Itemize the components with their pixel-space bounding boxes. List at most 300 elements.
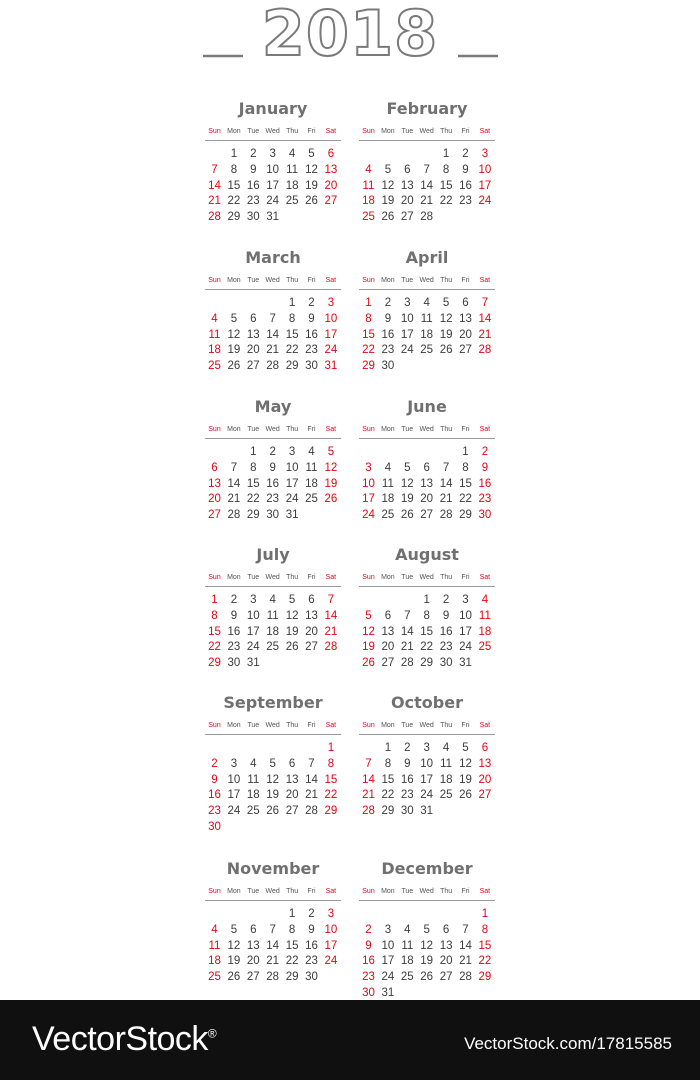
day-cell: 14: [266, 939, 280, 952]
day-cell: 24: [266, 195, 280, 208]
weekday-label: Tue: [247, 574, 260, 581]
day-cell: 9: [442, 609, 450, 622]
day-cell: 4: [308, 446, 315, 458]
day-cell: 2: [404, 742, 411, 754]
day-cell: 5: [384, 163, 392, 176]
day-cell: 1: [365, 297, 372, 309]
day-cell: 28: [420, 211, 434, 224]
day-cell: 5: [462, 742, 469, 754]
day-cell: 24: [285, 493, 299, 506]
day-cell: 29: [285, 360, 299, 373]
weekday-label: Mon: [227, 128, 241, 135]
day-cell: 1: [211, 594, 218, 606]
day-cell: 7: [423, 163, 430, 176]
day-cell: 9: [365, 939, 372, 952]
day-cell: 11: [401, 939, 414, 952]
day-cell: 26: [227, 360, 241, 373]
day-cell: 18: [305, 477, 318, 490]
day-cell: 10: [246, 609, 260, 622]
day-cell: 27: [400, 211, 414, 224]
day-cell: 4: [211, 312, 218, 325]
day-cell: 23: [208, 805, 221, 818]
day-cell: 8: [288, 923, 296, 936]
day-cell: 26: [420, 971, 434, 984]
day-cell: 30: [305, 971, 318, 984]
day-cell: 17: [381, 955, 395, 968]
day-cell: 13: [305, 609, 318, 622]
day-cell: 2: [442, 594, 450, 606]
day-cell: 11: [420, 312, 433, 325]
day-cell: 27: [459, 344, 472, 357]
day-cell: 14: [227, 477, 241, 490]
day-cell: 16: [381, 328, 395, 341]
day-cell: 24: [420, 789, 434, 802]
day-cell: 19: [459, 773, 472, 786]
day-cell: 1: [384, 742, 392, 754]
weekday-label: Wed: [265, 426, 280, 433]
day-cell: 8: [384, 757, 392, 770]
day-cell: 2: [481, 446, 489, 458]
weekday-label: Wed: [265, 277, 280, 284]
weekday-label: Thu: [286, 277, 299, 284]
day-cell: 30: [208, 821, 221, 833]
day-cell: 23: [305, 344, 318, 357]
day-cell: 22: [381, 789, 395, 802]
day-cell: 24: [478, 195, 492, 208]
day-cell: 16: [459, 179, 472, 192]
day-cell: 30: [381, 360, 395, 373]
weekday-label: Sat: [479, 888, 491, 895]
day-cell: 8: [250, 461, 257, 474]
day-cell: 24: [400, 344, 414, 357]
day-cell: 19: [266, 789, 280, 802]
day-cell: 14: [459, 939, 472, 952]
day-cell: 6: [462, 297, 469, 309]
day-cell: 19: [227, 344, 241, 357]
month-name: December: [381, 859, 473, 878]
day-cell: 4: [250, 757, 257, 770]
day-cell: 8: [288, 312, 296, 325]
day-cell: 19: [227, 955, 241, 968]
day-cell: 15: [478, 939, 492, 952]
day-cell: 7: [269, 923, 276, 936]
day-cell: 16: [439, 625, 453, 638]
day-cell: 30: [266, 509, 280, 522]
day-cell: 5: [442, 297, 450, 309]
month-name: January: [238, 99, 308, 118]
day-cell: 31: [246, 657, 260, 670]
day-cell: 2: [308, 908, 315, 920]
day-cell: 5: [308, 148, 315, 160]
day-cell: 28: [227, 509, 241, 522]
month-november: [205, 858, 341, 998]
day-cell: 15: [227, 179, 241, 192]
day-cell: 26: [266, 805, 280, 818]
day-cell: 27: [285, 805, 299, 818]
header-divider: [359, 586, 495, 587]
header-divider: [359, 900, 495, 901]
weekday-label: Fri: [461, 574, 470, 581]
day-cell: 31: [324, 360, 338, 373]
day-cell: 18: [362, 195, 375, 208]
day-cell: 28: [459, 971, 472, 984]
weekday-label: Sat: [479, 128, 491, 135]
day-cell: 9: [308, 923, 315, 936]
day-cell: 13: [420, 477, 434, 490]
day-cell: 9: [211, 773, 218, 786]
day-cell: 25: [208, 360, 221, 373]
day-cell: 22: [459, 493, 472, 506]
weekday-label: Tue: [247, 426, 260, 433]
weekday-label: Thu: [286, 722, 299, 729]
day-cell: 28: [439, 509, 453, 522]
day-cell: 5: [327, 446, 335, 458]
month-name: March: [245, 248, 301, 267]
day-cell: 22: [246, 493, 260, 506]
month-name: August: [395, 545, 459, 564]
day-cell: 19: [400, 493, 414, 506]
day-cell: 4: [404, 923, 411, 936]
month-december: [359, 858, 495, 998]
image-id: VectorStock.com/17815585: [464, 1034, 672, 1053]
day-cell: 15: [362, 328, 375, 341]
weekday-label: Wed: [419, 426, 434, 433]
day-cell: 13: [381, 625, 395, 638]
day-cell: 13: [246, 328, 260, 341]
day-cell: 29: [227, 211, 241, 224]
day-cell: 3: [404, 297, 411, 309]
day-cell: 17: [285, 477, 299, 490]
day-cell: 9: [250, 163, 257, 176]
day-cell: 20: [246, 955, 260, 968]
weekday-label: Sun: [208, 128, 221, 135]
weekday-label: Sun: [362, 277, 375, 284]
day-cell: 4: [481, 594, 489, 606]
day-cell: 22: [285, 344, 299, 357]
day-cell: 12: [227, 939, 241, 952]
weekday-label: Sun: [362, 574, 375, 581]
day-cell: 7: [327, 594, 335, 606]
weekday-label: Thu: [440, 277, 453, 284]
day-cell: 3: [423, 742, 430, 754]
weekday-label: Sat: [479, 426, 491, 433]
weekday-label: Thu: [440, 888, 453, 895]
weekday-label: Sat: [479, 722, 491, 729]
day-cell: 4: [423, 297, 430, 309]
day-cell: 26: [227, 971, 241, 984]
day-cell: 11: [208, 939, 221, 952]
day-cell: 29: [381, 805, 395, 818]
day-cell: 13: [400, 179, 414, 192]
weekday-label: Fri: [461, 888, 470, 895]
weekday-label: Fri: [461, 722, 470, 729]
day-cell: 9: [308, 312, 315, 325]
day-cell: 10: [285, 461, 299, 474]
day-cell: 28: [266, 971, 280, 984]
day-cell: 7: [442, 461, 450, 474]
month-name: October: [391, 693, 463, 712]
day-cell: 6: [327, 148, 335, 160]
day-cell: 7: [462, 923, 469, 936]
month-name: June: [407, 397, 447, 416]
day-cell: 24: [324, 955, 338, 968]
weekday-label: Mon: [227, 574, 241, 581]
day-cell: 17: [227, 789, 241, 802]
day-cell: 6: [442, 923, 450, 936]
day-cell: 18: [420, 328, 434, 341]
day-cell: 30: [305, 360, 318, 373]
day-cell: 21: [266, 344, 280, 357]
weekday-label: Sun: [208, 888, 221, 895]
day-cell: 21: [266, 955, 280, 968]
day-cell: 22: [478, 955, 492, 968]
day-cell: 22: [227, 195, 241, 208]
weekday-label: Sat: [325, 277, 337, 284]
day-cell: 23: [227, 641, 241, 654]
day-cell: 10: [362, 477, 375, 490]
day-cell: 19: [285, 625, 299, 638]
day-cell: 27: [246, 360, 260, 373]
day-cell: 7: [230, 461, 238, 474]
day-cell: 23: [362, 971, 375, 984]
day-cell: 2: [269, 446, 276, 458]
day-cell: 10: [266, 163, 280, 176]
weekday-label: Mon: [381, 128, 395, 135]
weekday-label: Sun: [208, 277, 221, 284]
day-cell: 24: [381, 971, 395, 984]
day-cell: 14: [478, 312, 492, 325]
day-cell: 11: [247, 773, 260, 786]
day-cell: 23: [459, 195, 472, 208]
day-cell: 26: [459, 789, 472, 802]
day-cell: 21: [362, 789, 375, 802]
month-name: November: [226, 859, 320, 878]
day-cell: 26: [439, 344, 453, 357]
day-cell: 6: [211, 461, 218, 474]
day-cell: 3: [250, 594, 257, 606]
day-cell: 12: [227, 328, 241, 341]
day-cell: 13: [459, 312, 472, 325]
day-cell: 14: [400, 625, 414, 638]
month-name: July: [256, 545, 290, 564]
day-cell: 12: [324, 461, 338, 474]
day-cell: 27: [246, 971, 260, 984]
day-cell: 11: [362, 179, 375, 192]
day-cell: 26: [324, 493, 338, 506]
day-cell: 25: [420, 344, 434, 357]
day-cell: 4: [288, 148, 296, 160]
day-cell: 29: [478, 971, 492, 984]
weekday-label: Mon: [381, 888, 395, 895]
weekday-label: Sun: [362, 722, 375, 729]
day-cell: 1: [481, 908, 489, 920]
day-cell: 6: [288, 757, 296, 770]
day-cell: 22: [420, 641, 434, 654]
day-cell: 18: [208, 955, 221, 968]
day-cell: 7: [269, 312, 276, 325]
day-cell: 20: [324, 179, 338, 192]
header-divider: [205, 289, 341, 290]
day-cell: 12: [305, 163, 318, 176]
day-cell: 21: [208, 195, 221, 208]
day-cell: 5: [423, 923, 430, 936]
weekday-label: Tue: [401, 888, 414, 895]
day-cell: 6: [423, 461, 430, 474]
day-cell: 20: [420, 493, 434, 506]
day-cell: 1: [288, 297, 296, 309]
day-cell: 20: [208, 493, 221, 506]
month-october: [359, 692, 495, 832]
header-divider: [359, 140, 495, 141]
day-cell: 31: [285, 509, 299, 522]
weekday-label: Mon: [227, 426, 241, 433]
day-cell: 17: [420, 773, 434, 786]
day-cell: 26: [362, 657, 375, 670]
day-cell: 25: [400, 971, 414, 984]
month-name: September: [223, 693, 323, 712]
day-cell: 16: [305, 328, 318, 341]
day-cell: 16: [266, 477, 280, 490]
day-cell: 14: [439, 477, 453, 490]
day-cell: 20: [285, 789, 299, 802]
day-cell: 29: [362, 360, 375, 373]
day-cell: 22: [439, 195, 453, 208]
day-cell: 15: [285, 328, 299, 341]
day-cell: 7: [404, 609, 411, 622]
day-cell: 19: [420, 955, 434, 968]
day-cell: 24: [246, 641, 260, 654]
day-cell: 2: [384, 297, 392, 309]
day-cell: 21: [459, 955, 472, 968]
day-cell: 7: [308, 757, 315, 770]
weekday-label: Sun: [362, 888, 375, 895]
day-cell: 16: [362, 955, 375, 968]
day-cell: 17: [400, 328, 414, 341]
day-cell: 18: [246, 789, 260, 802]
brand-name: VectorStock: [32, 1020, 208, 1058]
month-march: [205, 247, 341, 387]
day-cell: 14: [362, 773, 375, 786]
weekday-label: Sun: [362, 426, 375, 433]
day-cell: 21: [478, 328, 492, 341]
weekday-label: Sat: [325, 888, 337, 895]
day-cell: 13: [246, 939, 260, 952]
day-cell: 3: [481, 148, 489, 160]
day-cell: 17: [324, 939, 338, 952]
header-divider: [205, 438, 341, 439]
day-cell: 10: [420, 757, 434, 770]
day-cell: 12: [362, 625, 375, 638]
day-cell: 28: [208, 211, 221, 224]
day-cell: 3: [462, 594, 469, 606]
header-divider: [205, 900, 341, 901]
day-cell: 13: [285, 773, 299, 786]
day-cell: 17: [478, 179, 492, 192]
day-cell: 2: [250, 148, 257, 160]
month-september: [205, 692, 341, 832]
day-cell: 18: [381, 493, 395, 506]
day-cell: 27: [439, 971, 453, 984]
day-cell: 22: [208, 641, 221, 654]
day-cell: 2: [365, 923, 372, 936]
day-cell: 21: [439, 493, 453, 506]
day-cell: 28: [266, 360, 280, 373]
header-divider: [205, 586, 341, 587]
day-cell: 8: [462, 461, 469, 474]
day-cell: 21: [305, 789, 318, 802]
day-cell: 10: [381, 939, 395, 952]
day-cell: 4: [384, 461, 392, 474]
day-cell: 15: [459, 477, 472, 490]
day-cell: 18: [208, 344, 221, 357]
weekday-label: Tue: [247, 888, 260, 895]
day-cell: 31: [381, 987, 395, 999]
day-cell: 17: [459, 625, 472, 638]
day-cell: 3: [269, 148, 276, 160]
day-cell: 27: [305, 641, 318, 654]
day-cell: 10: [478, 163, 492, 176]
weekday-label: Tue: [401, 722, 414, 729]
day-cell: 31: [459, 657, 472, 670]
day-cell: 1: [327, 742, 335, 754]
day-cell: 29: [324, 805, 338, 818]
day-cell: 25: [362, 211, 375, 224]
day-cell: 13: [208, 477, 221, 490]
weekday-label: Wed: [265, 888, 280, 895]
weekday-label: Thu: [440, 574, 453, 581]
day-cell: 7: [365, 757, 372, 770]
weekday-label: Tue: [401, 426, 414, 433]
weekday-label: Sat: [325, 128, 337, 135]
day-cell: 6: [481, 742, 489, 754]
day-cell: 8: [230, 163, 238, 176]
day-cell: 16: [478, 477, 492, 490]
day-cell: 14: [266, 328, 280, 341]
day-cell: 13: [439, 939, 453, 952]
day-cell: 2: [230, 594, 238, 606]
day-cell: 1: [423, 594, 430, 606]
month-name: May: [254, 397, 292, 416]
day-cell: 11: [208, 328, 221, 341]
day-cell: 24: [324, 344, 338, 357]
day-cell: 8: [442, 163, 450, 176]
day-cell: 16: [208, 789, 221, 802]
day-cell: 30: [362, 987, 375, 999]
day-cell: 18: [439, 773, 453, 786]
day-cell: 23: [439, 641, 453, 654]
weekday-label: Fri: [307, 888, 316, 895]
day-cell: 20: [459, 328, 472, 341]
month-august: [359, 544, 495, 684]
day-cell: 9: [404, 757, 411, 770]
day-cell: 23: [478, 493, 492, 506]
year-title: 2018: [261, 0, 439, 70]
day-cell: 12: [285, 609, 299, 622]
day-cell: 28: [324, 641, 338, 654]
day-cell: 18: [285, 179, 299, 192]
weekday-label: Fri: [307, 722, 316, 729]
day-cell: 26: [400, 509, 414, 522]
day-cell: 10: [459, 609, 472, 622]
day-cell: 1: [250, 446, 257, 458]
day-cell: 12: [400, 477, 414, 490]
weekday-label: Tue: [401, 574, 414, 581]
weekday-label: Thu: [286, 888, 299, 895]
weekday-label: Wed: [419, 722, 434, 729]
weekday-label: Tue: [247, 277, 260, 284]
day-cell: 9: [384, 312, 392, 325]
day-cell: 26: [285, 641, 299, 654]
